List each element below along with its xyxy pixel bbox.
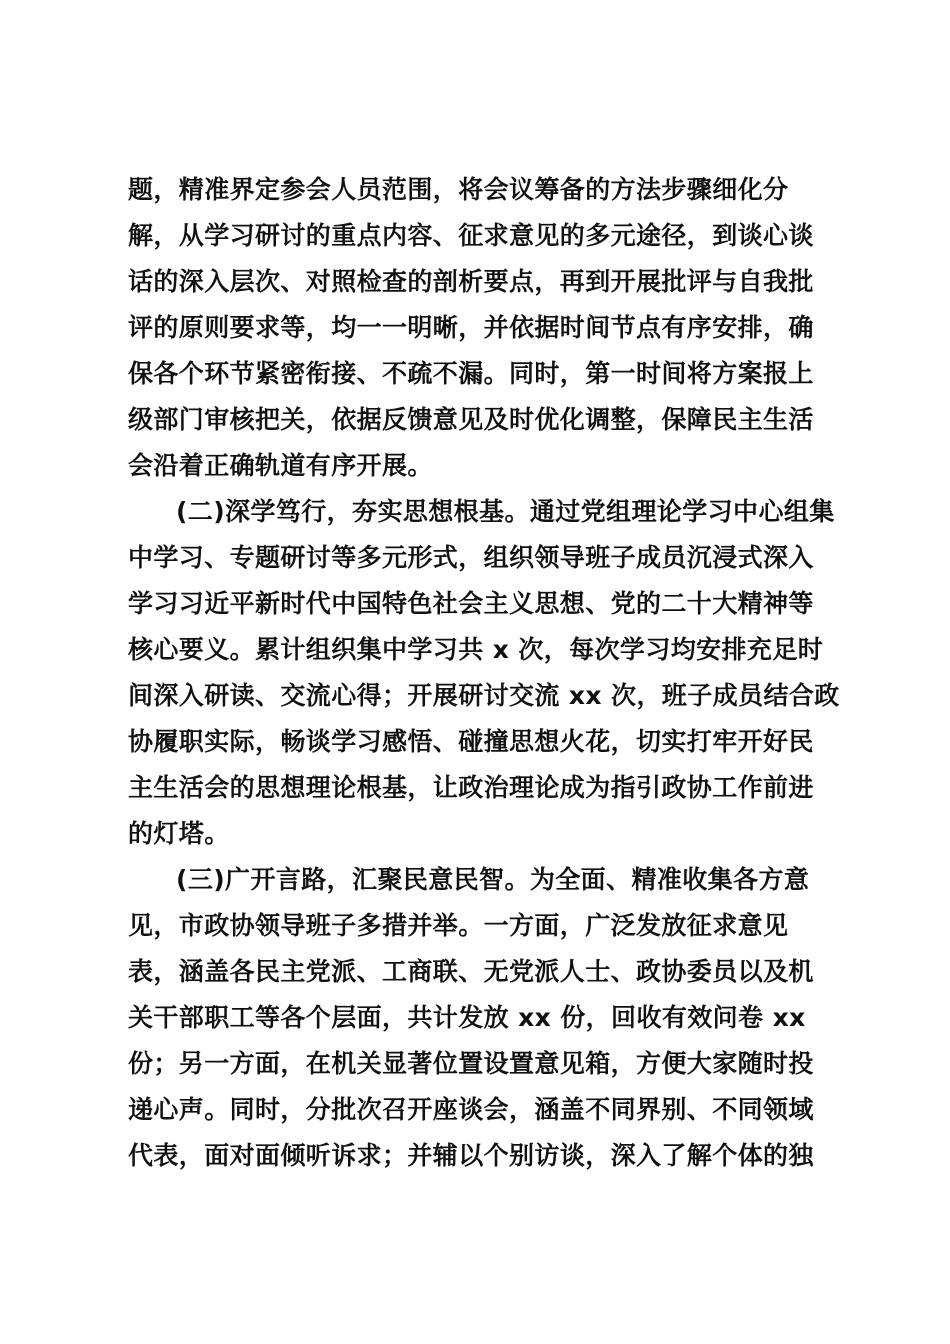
text-line-9: 中学习、专题研讨等多元形式，组织领导班子成员沉浸式深入: [128, 543, 814, 572]
text-line-22: 代表，面对面倾听诉求；并辅以个别访谈，深入了解个体的独: [128, 1141, 814, 1170]
text-line-10: 学习习近平新时代中国特色社会主义思想、党的二十大精神等: [128, 589, 814, 618]
text-line-7: 会沿着正确轨道有序开展。: [128, 451, 433, 480]
text-line-13: 协履职实际，畅谈学习感悟、碰撞思想火花，切实打牢开好民: [128, 727, 814, 756]
text-line-5: 保各个环节紧密衔接、不疏不漏。同时，第一时间将方案报上: [128, 359, 814, 388]
text-line-19: 关干部职工等各个层面，共计发放 xx 份，回收有效问卷 xx: [128, 1003, 806, 1032]
text-line-21: 递心声。同时，分批次召开座谈会，涵盖不同界别、不同领域: [128, 1095, 814, 1124]
text-line-3: 话的深入层次、对照检查的剖析要点，再到开展批评与自我批: [128, 267, 814, 296]
text-line-6: 级部门审核把关，依据反馈意见及时优化调整，保障民主生活: [128, 405, 814, 434]
text-line-20: 份；另一方面，在机关显著位置设置意见箱，方便大家随时投: [128, 1049, 814, 1078]
text-line-4: 评的原则要求等，均一一明晰，并依据时间节点有序安排，确: [128, 313, 814, 342]
text-line-2: 解，从学习研讨的重点内容、征求意见的多元途径，到谈心谈: [128, 221, 814, 250]
text-line-12: 间深入研读、交流心得；开展研讨交流 xx 次，班子成员结合政: [128, 681, 840, 710]
paragraph-2-heading-line: (二)深学笃行，夯实思想根基。通过党组理论学习中心组集: [176, 497, 835, 526]
text-line-17: 见，市政协领导班子多措并举。一方面，广泛发放征求意见: [128, 911, 789, 940]
text-line-1: 题，精准界定参会人员范围，将会议筹备的方法步骤细化分: [128, 175, 789, 204]
text-line-15: 的灯塔。: [128, 819, 230, 848]
text-line-18: 表，涵盖各民主党派、工商联、无党派人士、政协委员以及机: [128, 957, 814, 986]
text-line-11: 核心要义。累计组织集中学习共 x 次，每次学习均安排充足时: [128, 635, 824, 664]
paragraph-3-heading-line: (三)广开言路，汇聚民意民智。为全面、精准收集各方意: [176, 865, 810, 894]
text-line-14: 主生活会的思想理论根基，让政治理论成为指引政协工作前进: [128, 773, 814, 802]
